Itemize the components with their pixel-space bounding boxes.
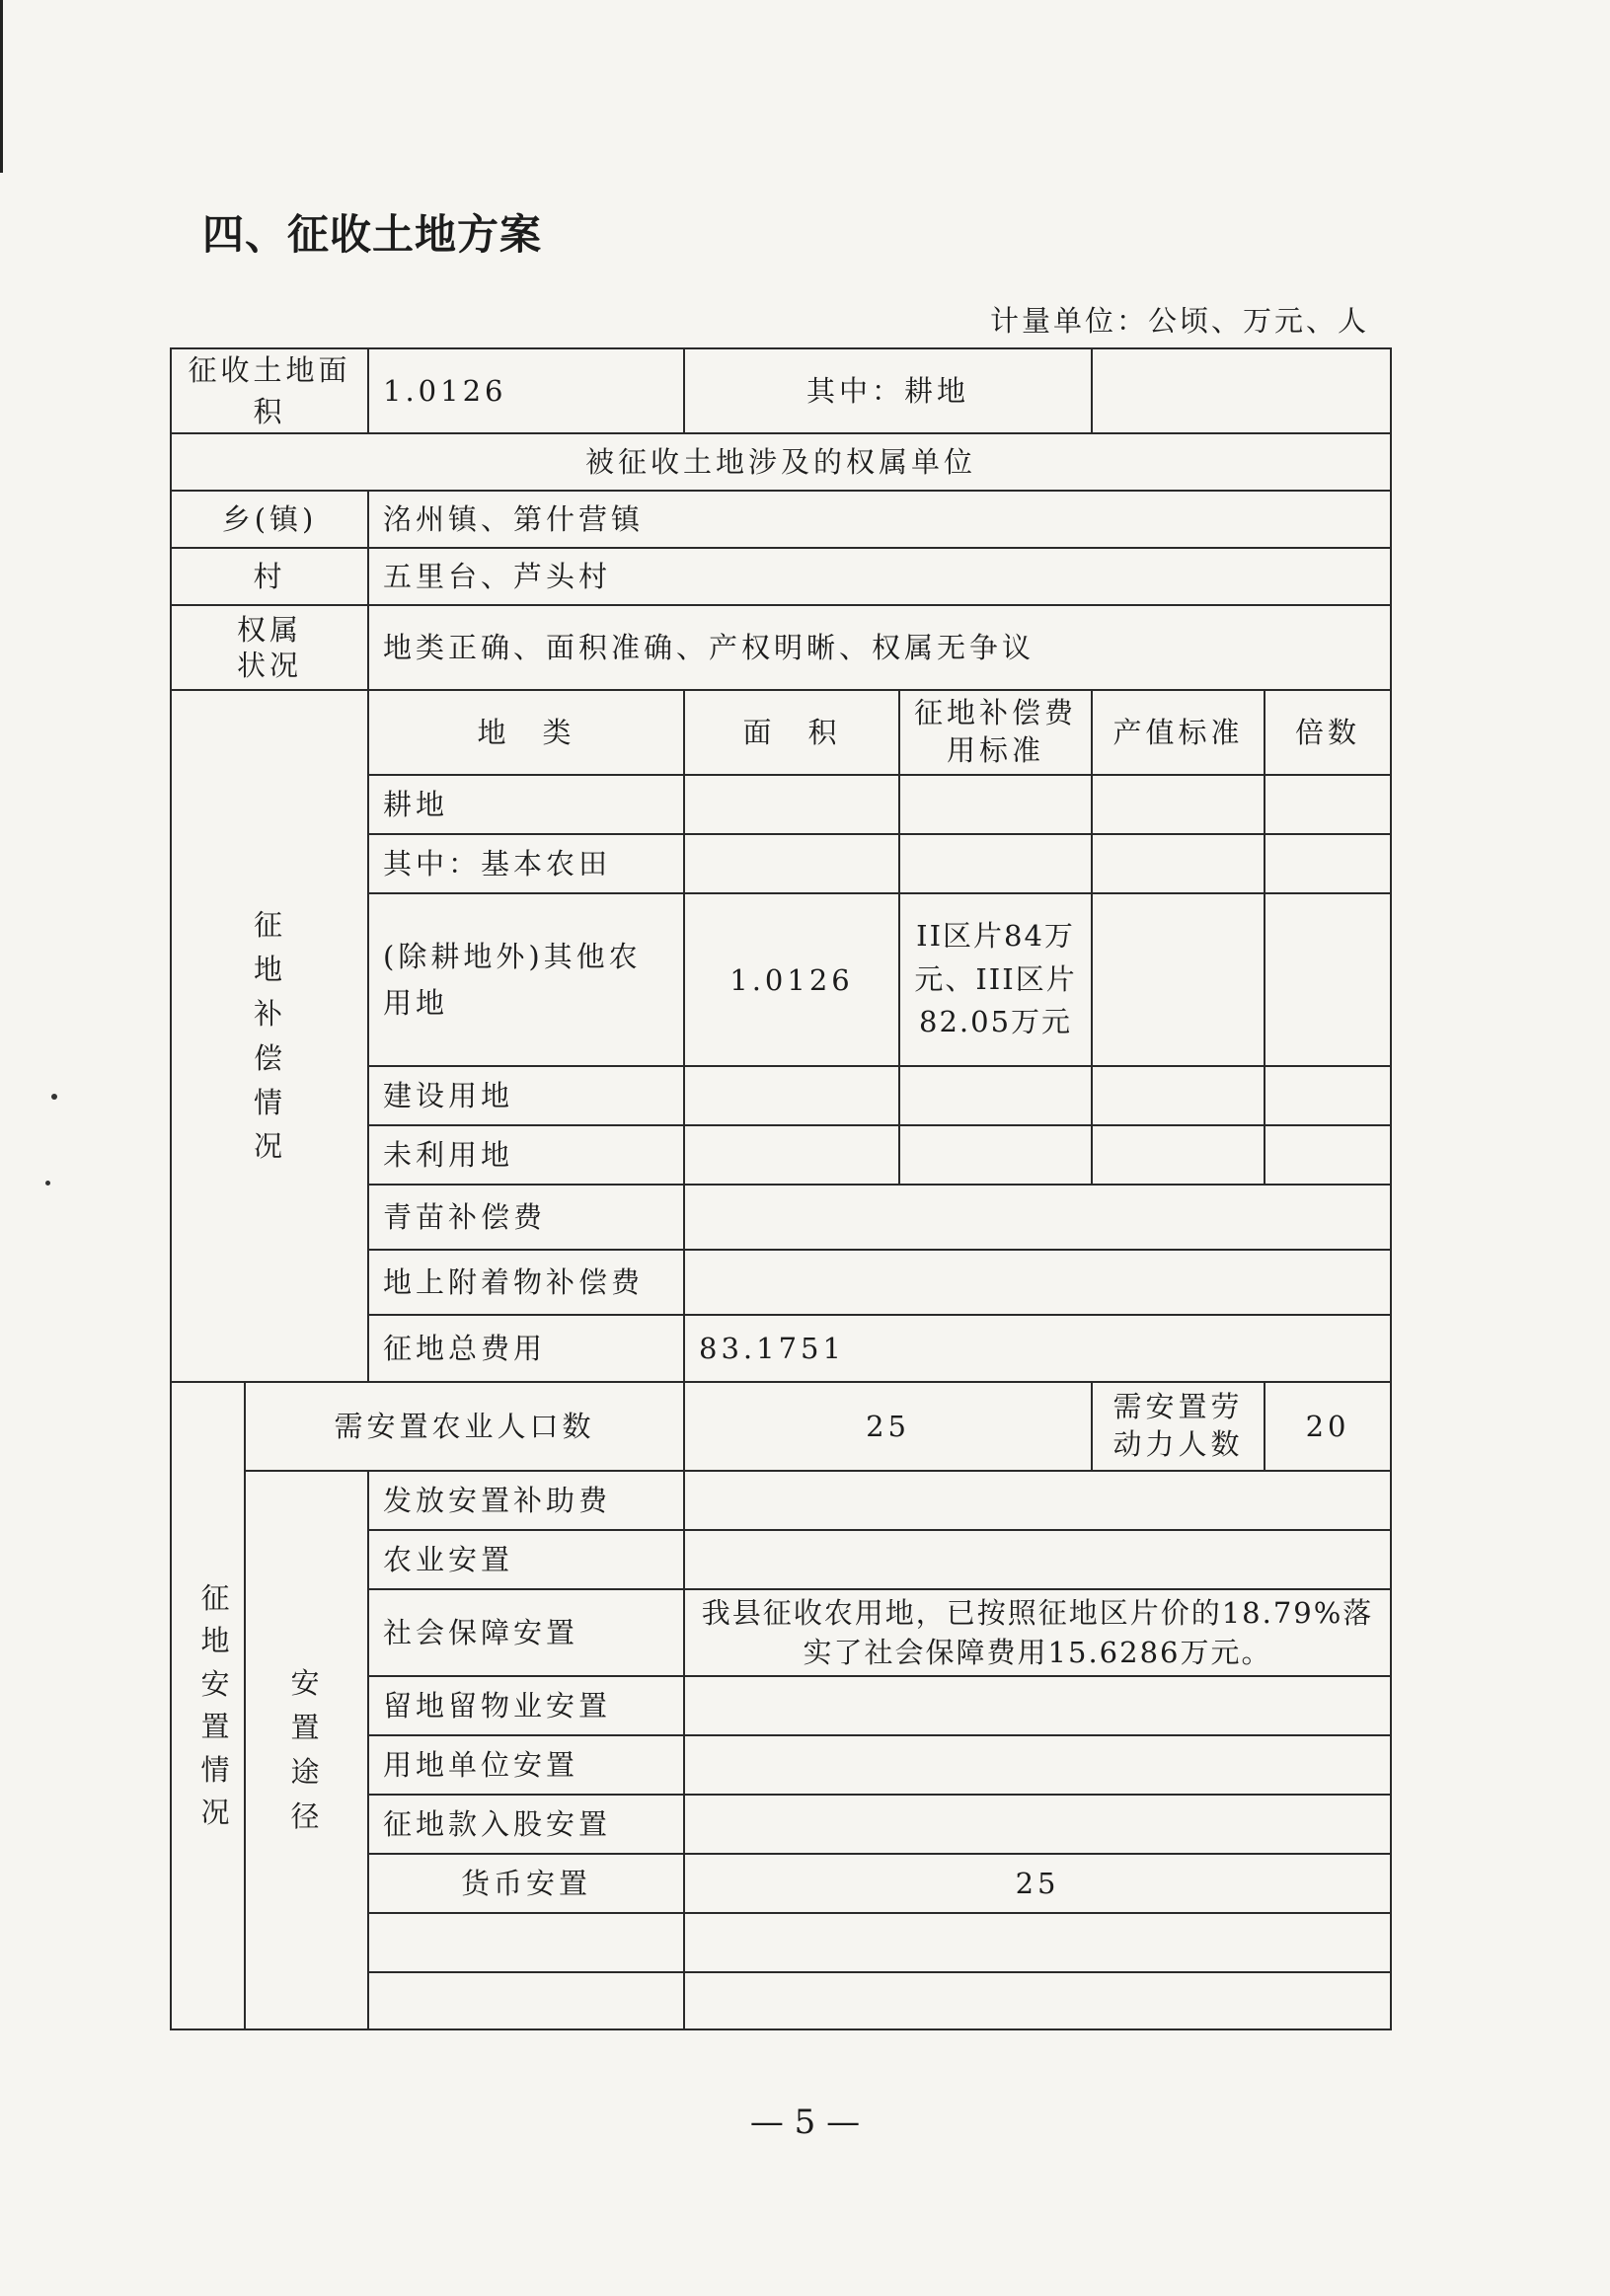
land-multiple-cell: [1265, 1125, 1391, 1185]
land-type-cell: 建设用地: [368, 1066, 684, 1125]
land-standard-cell: [899, 1125, 1092, 1185]
land-acquisition-table: [170, 347, 1392, 2030]
resettlement-section-label: [171, 1382, 245, 2029]
area-value: 1.0126: [368, 348, 684, 433]
land-standard-cell: [899, 834, 1092, 893]
unit-note: 计量单位：公顷、万元、人: [989, 304, 1369, 338]
ownership-header: 被征收土地涉及的权属单位: [171, 433, 1391, 491]
township-row: [171, 491, 1391, 548]
header-area: 面 积: [684, 690, 899, 775]
header-output-value: 产值标准: [1092, 690, 1265, 775]
labor-value: 20: [1265, 1382, 1391, 1471]
way-label: [368, 1913, 684, 1972]
way-value: 我县征收农用地，已按照征地区片价的18.79%落实了社会保障费用15.6286万元。: [684, 1589, 1391, 1676]
ownership-status-label: 权属状况: [171, 605, 368, 690]
labor-label: 需安置劳动力人数: [1092, 1382, 1265, 1471]
young-crops-value: [684, 1185, 1391, 1250]
ownership-header-row: [171, 433, 1391, 491]
land-area-cell: 1.0126: [684, 893, 899, 1066]
way-value: [684, 1471, 1391, 1530]
resettlement-section-text: 征地安置情况: [200, 1580, 234, 1830]
land-area-cell: [684, 1125, 899, 1185]
area-label: 征收土地面积: [171, 348, 368, 433]
land-output-cell: [1092, 775, 1265, 834]
village-value: 五里台、芦头村: [368, 548, 1391, 605]
scan-edge-mark: [0, 0, 3, 173]
way-label: 征地款入股安置: [368, 1795, 684, 1854]
ownership-status-value: 地类正确、面积准确、产权明晰、权属无争议: [368, 605, 1391, 690]
land-type-cell: 未利用地: [368, 1125, 684, 1185]
land-type-cell: (除耕地外)其他农用地: [368, 893, 684, 1066]
land-area-cell: [684, 775, 899, 834]
land-standard-cell: II区片84万元、III区片82.05万元: [899, 893, 1092, 1066]
area-row: [171, 348, 1391, 433]
township-label: 乡(镇): [171, 491, 368, 548]
header-land-type: 地 类: [368, 690, 684, 775]
scan-speck: [51, 1094, 57, 1100]
section-heading: 四、征收土地方案: [202, 210, 543, 259]
ownership-status-row: [171, 605, 1391, 690]
land-multiple-cell: [1265, 775, 1391, 834]
scan-speck: [45, 1181, 50, 1186]
land-output-cell: [1092, 893, 1265, 1066]
land-standard-cell: [899, 775, 1092, 834]
land-output-cell: [1092, 1066, 1265, 1125]
land-area-cell: [684, 1066, 899, 1125]
header-standard: 征地补偿费用标准: [899, 690, 1092, 775]
population-label: 需安置农业人口数: [245, 1382, 684, 1471]
compensation-section-text: 征地补偿情况: [254, 907, 287, 1164]
village-row: [171, 548, 1391, 605]
way-value: 25: [684, 1854, 1391, 1913]
village-label: 村: [171, 548, 368, 605]
attachments-label: 地上附着物补偿费: [368, 1250, 684, 1315]
way-label: 社会保障安置: [368, 1589, 684, 1676]
land-multiple-cell: [1265, 834, 1391, 893]
way-label: 货币安置: [368, 1854, 684, 1913]
way-value: [684, 1530, 1391, 1589]
land-output-cell: [1092, 1125, 1265, 1185]
compensation-section-label: [171, 690, 368, 1382]
population-value: 25: [684, 1382, 1092, 1471]
total-cost-label: 征地总费用: [368, 1315, 684, 1382]
total-cost-value: 83.1751: [684, 1315, 1391, 1382]
way-label: 发放安置补助费: [368, 1471, 684, 1530]
ways-label: [245, 1471, 368, 2029]
land-area-cell: [684, 834, 899, 893]
way-label: [368, 1972, 684, 2029]
township-value: 洺州镇、第什营镇: [368, 491, 1391, 548]
land-standard-cell: [899, 1066, 1092, 1125]
compensation-header-row: [171, 690, 1391, 775]
population-row: [171, 1382, 1391, 1471]
resettlement-way-row: [171, 1471, 1391, 1530]
cultivated-label: 其中：耕地: [684, 348, 1092, 433]
ways-label-text: 安置途径: [290, 1666, 324, 1834]
land-multiple-cell: [1265, 1066, 1391, 1125]
page-number: — 5 —: [749, 2103, 861, 2142]
land-multiple-cell: [1265, 893, 1391, 1066]
way-label: 留地留物业安置: [368, 1676, 684, 1735]
way-label: 用地单位安置: [368, 1735, 684, 1795]
young-crops-label: 青苗补偿费: [368, 1185, 684, 1250]
cultivated-value: [1092, 348, 1391, 433]
way-value: [684, 1795, 1391, 1854]
land-output-cell: [1092, 834, 1265, 893]
way-value: [684, 1913, 1391, 1972]
way-value: [684, 1676, 1391, 1735]
way-value: [684, 1735, 1391, 1795]
way-label: 农业安置: [368, 1530, 684, 1589]
way-value: [684, 1972, 1391, 2029]
attachments-value: [684, 1250, 1391, 1315]
header-multiple: 倍数: [1265, 690, 1391, 775]
land-type-cell: 耕地: [368, 775, 684, 834]
land-type-cell: 其中：基本农田: [368, 834, 684, 893]
